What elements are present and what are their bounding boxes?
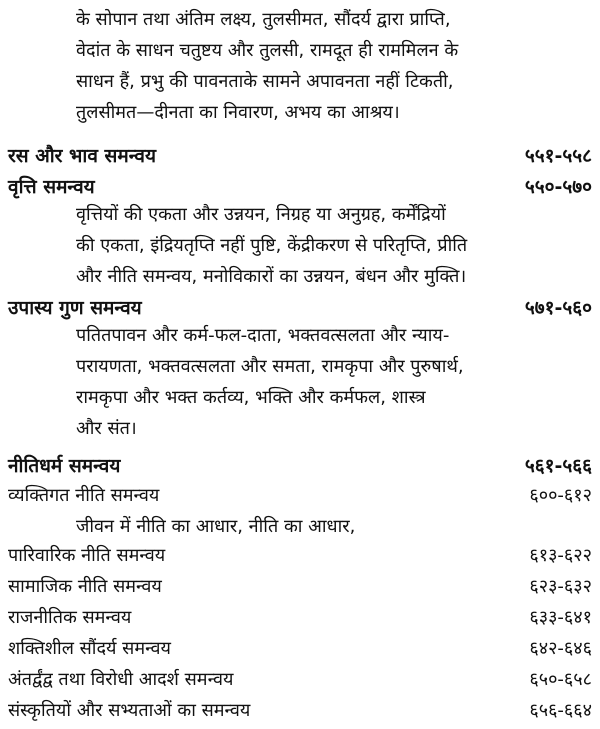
toc-entry-parivarik-niti [8,543,592,571]
toc-entry-ras-bhav [8,142,592,170]
entry-pages: ६२३-६३२ [529,576,592,597]
toc-entry-vyaktigat-niti [8,483,592,511]
entry-title: अंतर्द्वंद्व तथा विरोधी आदर्श समन्वय [8,669,234,690]
intro-paragraph [76,4,458,128]
paragraph-line: तुलसीमत—दीनता का निवारण, अभय का आश्रय। [76,102,400,123]
entry-title: सामाजिक नीति समन्वय [8,576,162,597]
entry-pages: ५६१-५६६ [524,455,592,477]
toc-entry-vritti [8,173,592,201]
toc-entry-shaktishil-saundarya [8,636,592,664]
entry-pages: ६३३-६४१ [529,607,592,628]
toc-entry-samajik-niti [8,574,592,602]
entry-pages: ५५१-५५८ [524,145,592,167]
paragraph-line: के सोपान तथा अंतिम लक्ष्य, तुलसीमत, सौंदर्य द्वारा प्राप्ति, [76,9,451,30]
entry-pages: ६१३-६२२ [529,545,592,566]
entry-title: संस्कृतियों और सभ्यताओं का समन्वय [8,700,251,721]
entry-title: नीतिधर्म समन्वय [8,455,121,477]
entry-title: शक्तिशील सौंदर्य समन्वय [8,638,171,659]
paragraph-line: की एकता, इंद्रियतृप्ति नहीं पुष्टि, केंद्रीकरण से परितृप्ति, प्रीति [76,235,468,256]
paragraph-line: वेदांत के साधन चतुष्टय और तुलसी, रामदूत ही राममिलन के [76,40,459,61]
entry-pages: ५५०-५७० [524,176,592,198]
entry-title: वृत्ति समन्वय [8,176,95,198]
paragraph-line: वृत्तियों की एकता और उन्नयन, निग्रह या अनुग्रह, कर्मेंद्रियों [76,204,446,225]
paragraph-line: जीवन में नीति का आधार, नीति का आधार, [76,516,356,537]
entry-pages: ५७१-५६० [524,297,592,319]
entry-pages: ६००-६१२ [529,485,592,506]
vyaktigat-description [76,511,355,542]
vritti-description [76,199,467,292]
toc-entry-nitidharma [8,452,592,480]
paragraph-line: और संत। [76,418,137,439]
toc-entry-antardvandva [8,667,592,695]
paragraph-line: साधन हैं, प्रभु की पावनताके सामने अपावनता नहीं टिकती, [76,71,454,92]
toc-entry-upasya-gun [8,294,592,322]
entry-title: पारिवारिक नीति समन्वय [8,545,166,566]
entry-title: उपास्य गुण समन्वय [8,297,142,319]
toc-entry-rajnitik [8,605,592,633]
upasya-description [76,320,464,444]
toc-entry-sanskriti-sabhyata [8,698,592,726]
entry-pages: ६४२-६४६ [529,638,592,659]
entry-title: रस और भाव समन्वय [8,145,156,167]
entry-title: राजनीतिक समन्वय [8,607,132,628]
entry-pages: ६५०-६५८ [529,669,592,690]
entry-pages: ६५६-६६४ [529,700,592,721]
entry-title: व्यक्तिगत नीति समन्वय [8,485,160,506]
paragraph-line: परायणता, भक्तवत्सलता और समता, रामकृपा और पुरुषार्थ, [76,356,464,377]
paragraph-line: रामकृपा और भक्त कर्तव्य, भक्ति और कर्मफल, शास्त्र [76,387,426,408]
paragraph-line: और नीति समन्वय, मनोविकारों का उन्नयन, बंधन और मुक्ति। [76,266,467,287]
paragraph-line: पतितपावन और कर्म-फल-दाता, भक्तवत्सलता और न्याय- [76,325,450,346]
